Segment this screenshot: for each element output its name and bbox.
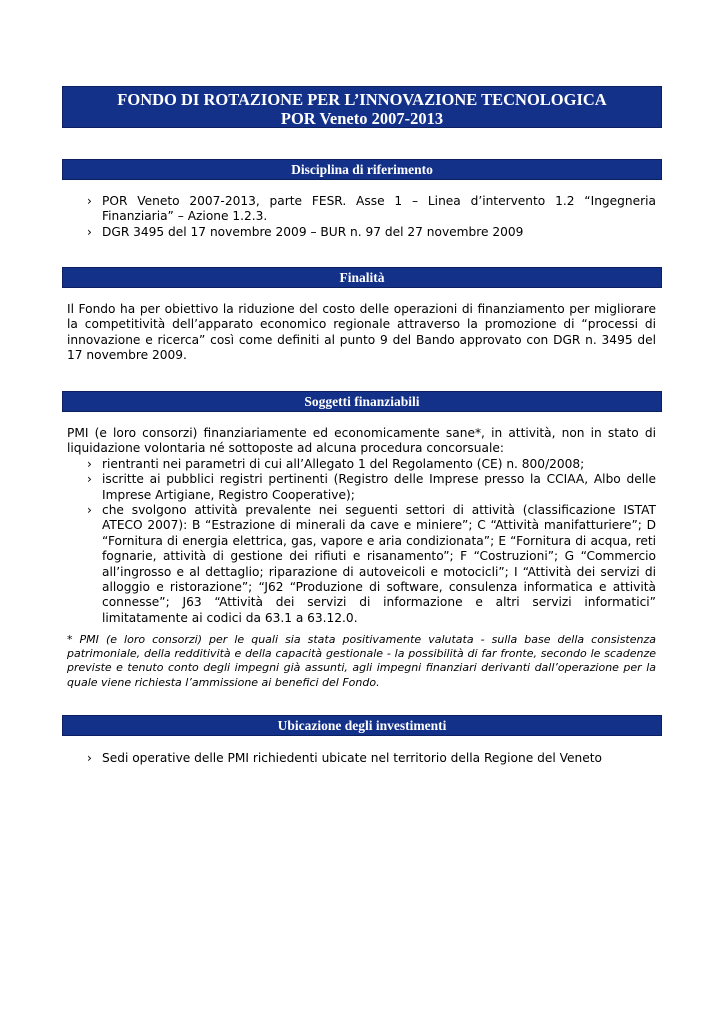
disciplina-body — [67, 194, 656, 240]
soggetti-footnote: * PMI (e loro consorzi) per le quali sia stata positivamente valutata - sulla base della consistenza patrimoniale, della redditività e della capacità gestionale - la possibilità di far fronte, secondo le scadenze previste e tenuto conto degli impegni già assunti, agli impegni finanziari derivanti dall’operazione per la quale viene richiesta l’ammissione ai benefici del Fondo. — [67, 633, 656, 689]
section-heading-disciplina: Disciplina di riferimento — [62, 159, 662, 180]
bullet-chevron-icon: › — [87, 503, 92, 518]
ubicazione-list — [67, 751, 656, 766]
soggetti-body — [67, 426, 656, 626]
disciplina-list — [67, 194, 656, 240]
soggetti-intro: PMI (e loro consorzi) finanziariamente ed economicamente sane*, in attività, non in stato di liquidazione volontaria né sottoposte ad alcuna procedura concorsuale: — [67, 426, 656, 456]
list-item: › DGR 3495 del 17 novembre 2009 – BUR n. 97 del 27 novembre 2009 — [87, 224, 524, 239]
finalita-body — [67, 302, 656, 364]
list-item: › che svolgono attività prevalente nei seguenti settori di attività (classificazione ISTAT ATECO 2007): B “Estrazione di minerali da cave e miniere”; C “Attività manifatturiere”; D “Fornitura di energia elettrica, gas, vapore e aria condizionata”; E “Fornitura di acqua, reti fognarie, attività di gestione dei rifiuti e risanamento”; F “Costruzioni”; G “Commercio all’ingrosso e al dettaglio; riparazione di autoveicoli e motocicli”; I “Attività dei servizi di alloggio e ristorazione”; “J62 “Produzione di software, consulenza informatica e attività connesse”; J63 “Attività dei servizi di informazione e altri servizi informatici” limitatamente ai codici da 63.1 a 63.12.0. — [87, 503, 656, 625]
ubicazione-body — [67, 751, 656, 766]
finalita-text: Il Fondo ha per obiettivo la riduzione del costo delle operazioni di finanziamento per migliorare la competitività dell’apparato economico regionale attraverso la promozione di “processi di innovazione e ricerca” così come definiti al punto 9 del Bando approvato con DGR n. 3495 del 17 novembre 2009. — [67, 302, 656, 363]
section-heading-soggetti: Soggetti finanziabili — [62, 391, 662, 412]
section-heading-finalita: Finalità — [62, 267, 662, 288]
list-item: › Sedi operative delle PMI richiedenti ubicate nel territorio della Regione del Veneto — [87, 751, 602, 765]
bullet-chevron-icon: › — [87, 194, 92, 208]
soggetti-list — [67, 457, 656, 626]
section-heading-ubicazione: Ubicazione degli investimenti — [62, 715, 662, 736]
bullet-chevron-icon: › — [87, 472, 92, 487]
list-item: › POR Veneto 2007-2013, parte FESR. Asse 1 – Linea d’intervento 1.2 “Ingegneria Finanziaria” – Azione 1.2.3. — [87, 194, 656, 224]
bullet-chevron-icon: › — [87, 456, 92, 471]
bullet-chevron-icon: › — [87, 751, 92, 765]
document-title: FONDO DI ROTAZIONE PER L’INNOVAZIONE TECNOLOGICA — [117, 90, 607, 109]
document-title-banner — [62, 86, 662, 128]
list-item: › rientranti nei parametri di cui all’Allegato 1 del Regolamento (CE) n. 800/2008; — [87, 456, 585, 471]
document-subtitle: POR Veneto 2007-2013 — [280, 109, 444, 128]
bullet-chevron-icon: › — [87, 224, 92, 239]
list-item: › iscritte ai pubblici registri pertinenti (Registro delle Imprese presso la CCIAA, Albo delle Imprese Artigiane, Registro Cooperative); — [87, 472, 656, 502]
